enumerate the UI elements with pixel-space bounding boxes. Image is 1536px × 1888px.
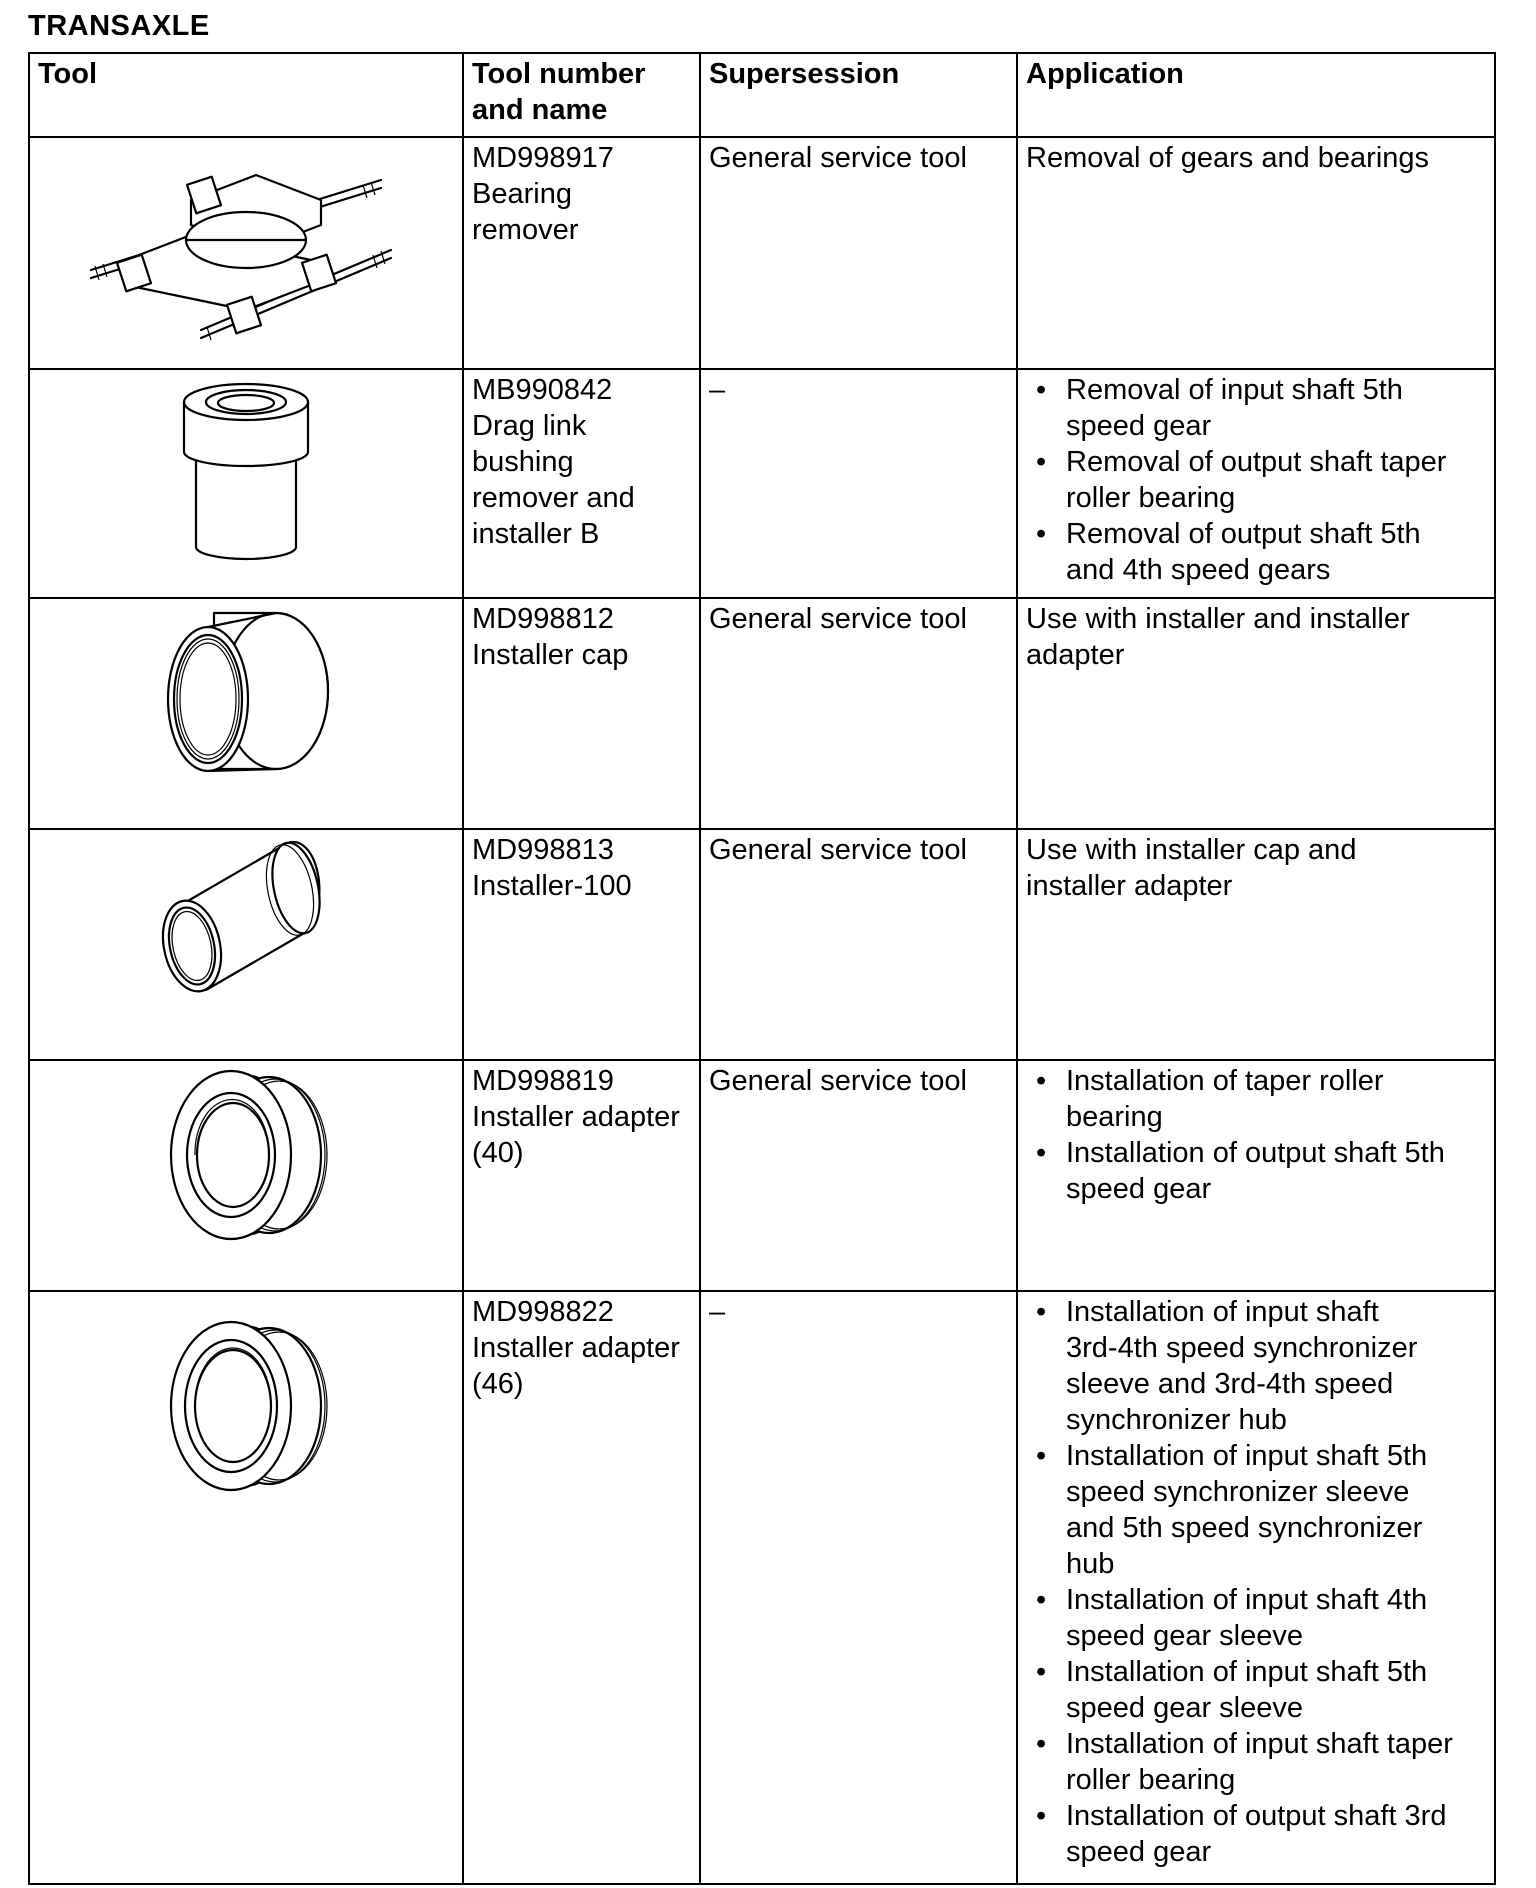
list-item-line: roller bearing bbox=[1066, 482, 1236, 514]
header-tool-number bbox=[463, 53, 700, 137]
installer-cap-icon bbox=[156, 601, 336, 781]
list-item-line: • Installation of output shaft 3rd bbox=[1066, 1800, 1447, 1832]
application-cell bbox=[1017, 829, 1495, 1060]
tool-number-name bbox=[463, 369, 700, 598]
table-row bbox=[29, 1060, 1495, 1291]
installer-adapter-40-icon bbox=[161, 1063, 331, 1243]
application-text: Use with installer and installer bbox=[1026, 603, 1410, 635]
tool-image-cell bbox=[29, 598, 463, 829]
application-text: Removal of gears and bearings bbox=[1026, 142, 1430, 174]
tool-name-line: installer B bbox=[472, 518, 600, 550]
tool-name-line: Installer cap bbox=[472, 639, 629, 671]
tool-name-line: Installer-100 bbox=[472, 870, 632, 902]
list-item-line: • Removal of output shaft 5th bbox=[1066, 518, 1421, 550]
application-cell bbox=[1017, 1291, 1495, 1884]
table-row bbox=[29, 369, 1495, 598]
supersession-cell: – bbox=[700, 1291, 1017, 1884]
tool-name-line: (40) bbox=[472, 1137, 524, 1169]
list-item-line: • Installation of input shaft 4th bbox=[1066, 1584, 1428, 1616]
tool-number: MD998917 bbox=[472, 142, 614, 174]
installer-100-icon bbox=[156, 832, 336, 1002]
application-text: installer adapter bbox=[1026, 870, 1233, 902]
application-text: adapter bbox=[1026, 639, 1125, 671]
supersession-cell: General service tool bbox=[700, 598, 1017, 829]
tool-image-cell bbox=[29, 1291, 463, 1884]
list-item-line: hub bbox=[1066, 1548, 1115, 1580]
list-item-line: • Installation of output shaft 5th bbox=[1066, 1137, 1445, 1169]
bearing-remover-icon bbox=[81, 140, 411, 340]
tool-name-line: Installer adapter bbox=[472, 1101, 680, 1133]
list-item-line: • Installation of input shaft 5th bbox=[1066, 1440, 1428, 1472]
list-item-line: • Installation of input shaft 5th bbox=[1066, 1656, 1428, 1688]
list-item-line: roller bearing bbox=[1066, 1764, 1236, 1796]
header-application: Application bbox=[1017, 53, 1495, 137]
header-tool: Tool bbox=[29, 53, 463, 137]
tool-number-name bbox=[463, 829, 700, 1060]
tool-image-cell bbox=[29, 829, 463, 1060]
installer-adapter-46-icon bbox=[161, 1314, 331, 1494]
tool-number: MD998813 bbox=[472, 834, 614, 866]
header-supersession: Supersession bbox=[700, 53, 1017, 137]
header-tool-number-line: and name bbox=[472, 94, 608, 126]
table-row bbox=[29, 598, 1495, 829]
list-item-line: bearing bbox=[1066, 1101, 1163, 1133]
supersession-cell: General service tool bbox=[700, 1060, 1017, 1291]
tool-image-cell bbox=[29, 137, 463, 369]
tool-name-line: remover bbox=[472, 214, 579, 246]
table-row bbox=[29, 829, 1495, 1060]
page-title: TRANSAXLE bbox=[28, 10, 210, 42]
list-item bbox=[1026, 372, 1486, 444]
tool-name-line: Bearing bbox=[472, 178, 572, 210]
supersession-cell: – bbox=[700, 369, 1017, 598]
tool-name-line: bushing bbox=[472, 446, 574, 478]
list-item bbox=[1026, 1063, 1486, 1135]
application-list bbox=[1026, 1063, 1486, 1207]
list-item bbox=[1026, 1726, 1486, 1798]
tool-image-cell bbox=[29, 1060, 463, 1291]
tool-number-name bbox=[463, 137, 700, 369]
tool-number: MD998819 bbox=[472, 1065, 614, 1097]
list-item-line: speed gear bbox=[1066, 1836, 1212, 1868]
list-item-line: speed gear bbox=[1066, 1173, 1212, 1205]
application-list bbox=[1026, 1294, 1486, 1870]
list-item bbox=[1026, 1582, 1486, 1654]
list-item-line: synchronizer hub bbox=[1066, 1404, 1287, 1436]
list-item-line: • Installation of input shaft bbox=[1066, 1296, 1379, 1328]
list-item bbox=[1026, 1438, 1486, 1582]
list-item-line: speed gear bbox=[1066, 410, 1212, 442]
tool-name-line: remover and bbox=[472, 482, 635, 514]
list-item bbox=[1026, 1294, 1486, 1438]
application-text: Use with installer cap and bbox=[1026, 834, 1357, 866]
drag-link-bushing-icon bbox=[176, 372, 316, 572]
list-item-line: speed gear sleeve bbox=[1066, 1692, 1303, 1724]
application-cell bbox=[1017, 369, 1495, 598]
list-item-line: • Removal of input shaft 5th bbox=[1066, 374, 1403, 406]
list-item-line: speed synchronizer sleeve bbox=[1066, 1476, 1410, 1508]
list-item bbox=[1026, 1798, 1486, 1870]
list-item-line: • Installation of taper roller bbox=[1066, 1065, 1384, 1097]
list-item-line: • Installation of input shaft taper bbox=[1066, 1728, 1453, 1760]
special-tools-table bbox=[28, 52, 1496, 1885]
tool-name-line: Drag link bbox=[472, 410, 587, 442]
table-header-row bbox=[29, 53, 1495, 137]
tool-number: MB990842 bbox=[472, 374, 613, 406]
list-item-line: 3rd-4th speed synchronizer bbox=[1066, 1332, 1418, 1364]
table-row bbox=[29, 1291, 1495, 1884]
list-item bbox=[1026, 1654, 1486, 1726]
application-cell bbox=[1017, 1060, 1495, 1291]
tool-number-name bbox=[463, 598, 700, 829]
list-item bbox=[1026, 516, 1486, 588]
header-tool-number-line: Tool number bbox=[472, 58, 646, 90]
list-item-line: sleeve and 3rd-4th speed bbox=[1066, 1368, 1394, 1400]
list-item-line: • Removal of output shaft taper bbox=[1066, 446, 1447, 478]
tool-name-line: (46) bbox=[472, 1368, 524, 1400]
tool-number: MD998822 bbox=[472, 1296, 614, 1328]
list-item bbox=[1026, 1135, 1486, 1207]
tool-number-name bbox=[463, 1291, 700, 1884]
tool-number: MD998812 bbox=[472, 603, 614, 635]
application-cell bbox=[1017, 598, 1495, 829]
tool-name-line: Installer adapter bbox=[472, 1332, 680, 1364]
list-item bbox=[1026, 444, 1486, 516]
list-item-line: speed gear sleeve bbox=[1066, 1620, 1303, 1652]
table-row bbox=[29, 137, 1495, 369]
list-item-line: and 4th speed gears bbox=[1066, 554, 1331, 586]
supersession-cell: General service tool bbox=[700, 829, 1017, 1060]
application-list bbox=[1026, 372, 1486, 588]
tool-image-cell bbox=[29, 369, 463, 598]
supersession-cell: General service tool bbox=[700, 137, 1017, 369]
tool-number-name bbox=[463, 1060, 700, 1291]
application-cell bbox=[1017, 137, 1495, 369]
list-item-line: and 5th speed synchronizer bbox=[1066, 1512, 1423, 1544]
